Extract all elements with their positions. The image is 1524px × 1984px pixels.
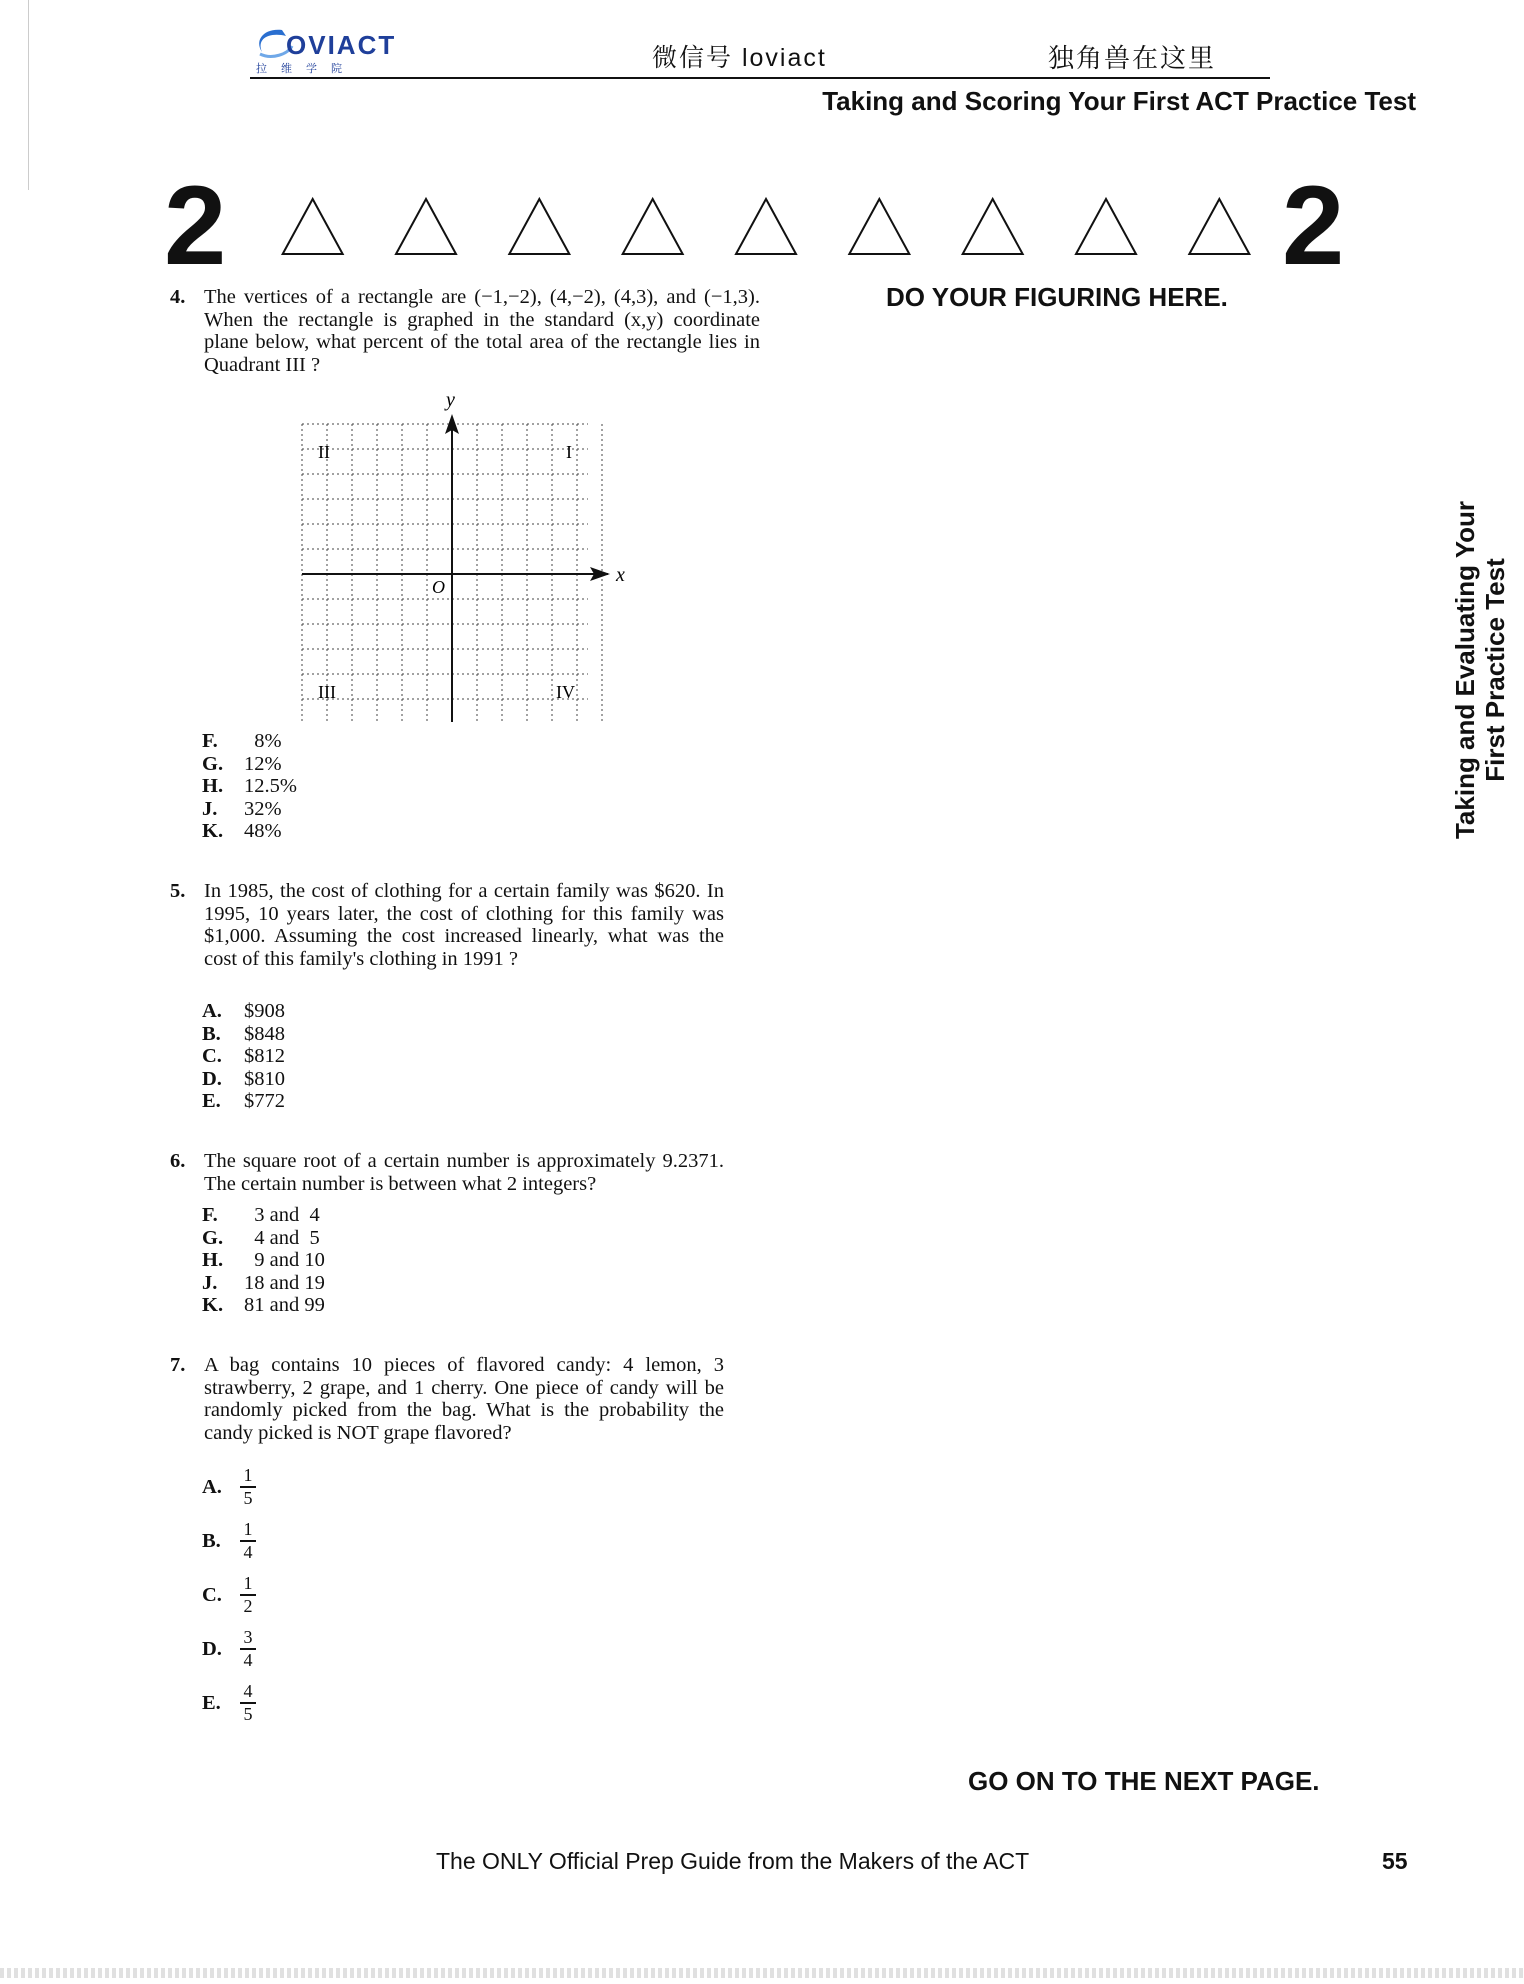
go-on-next-page: GO ON TO THE NEXT PAGE. <box>968 1766 1320 1796</box>
loviact-logo <box>252 24 422 75</box>
choice-text: 9 and 10 <box>244 1249 325 1271</box>
fraction <box>240 1628 256 1670</box>
answer-choice-k[interactable] <box>202 1294 325 1317</box>
question-text: A bag contains 10 pieces of flavored candy: 4 lemon, 3 strawberry, 2 grape, and 1 cherry. One piece of candy will be randomly picked from the bag. What is the probability the candy picked is NOT grape flavored? <box>204 1354 724 1444</box>
fraction-numerator: 1 <box>243 1465 253 1486</box>
x-axis-label: x <box>616 564 625 586</box>
fraction <box>240 1574 256 1616</box>
fraction-denominator: 5 <box>243 1487 253 1508</box>
section-number-left: 2 <box>164 163 227 288</box>
fraction-denominator: 5 <box>243 1703 253 1724</box>
fraction-denominator: 4 <box>243 1541 253 1562</box>
answer-choice-h[interactable] <box>202 775 297 798</box>
choice-text: 81 and 99 <box>244 1294 325 1316</box>
choice-letter: D. <box>202 1067 222 1090</box>
answer-choices-q4 <box>202 730 297 843</box>
section-triangle-icon <box>509 199 569 254</box>
quadrant-label-i: I <box>566 442 572 462</box>
answer-choice-g[interactable] <box>202 1227 325 1250</box>
question-7 <box>170 1354 730 1444</box>
answer-choice-j[interactable] <box>202 798 297 821</box>
question-text: In 1985, the cost of clothing for a certain family was $620. In 1995, 10 years later, the cost of clothing for this family was $1,000. Assuming the cost increased linearly, what was the cost of this family's clothing in 1991 ? <box>204 880 724 970</box>
quadrant-label-ii: II <box>318 442 330 462</box>
choice-text: $908 <box>244 1000 285 1022</box>
fraction <box>240 1466 256 1508</box>
answer-choices-q6 <box>202 1204 325 1317</box>
section-triangle-icon <box>396 199 456 254</box>
answer-choice-k[interactable] <box>202 820 297 843</box>
question-number: 7. <box>170 1354 186 1376</box>
choice-text: $810 <box>244 1067 285 1090</box>
answer-choice-a[interactable] <box>202 1460 256 1514</box>
logo-subtext: 拉维学院 <box>256 63 356 75</box>
choice-letter: A. <box>202 1000 222 1022</box>
coordinate-grid-figure <box>290 384 630 728</box>
side-tab-line-1: Taking and Evaluating Your <box>1450 500 1480 840</box>
answer-choice-c[interactable] <box>202 1568 256 1622</box>
fraction-numerator: 4 <box>243 1681 253 1702</box>
page-number: 55 <box>1382 1848 1408 1874</box>
answer-choice-b[interactable] <box>202 1514 256 1568</box>
answer-choice-g[interactable] <box>202 753 297 776</box>
choice-letter: J. <box>202 1271 218 1294</box>
quadrant-label-iv: IV <box>556 682 575 702</box>
choice-text: $848 <box>244 1022 285 1045</box>
scan-margin-line <box>28 0 29 190</box>
choice-letter: K. <box>202 1294 224 1316</box>
answer-choice-f[interactable] <box>202 730 297 753</box>
choice-letter: D. <box>202 1637 222 1660</box>
answer-choice-f[interactable] <box>202 1204 325 1227</box>
section-triangle-icon <box>283 199 343 254</box>
origin-label: O <box>432 577 445 597</box>
logo-text: OVIACT <box>286 30 397 60</box>
choice-letter: G. <box>202 752 224 775</box>
question-4 <box>170 286 760 376</box>
question-5 <box>170 880 730 970</box>
chapter-side-tab <box>1440 420 1520 920</box>
section-triangle-icon <box>963 199 1023 254</box>
choice-text: $772 <box>244 1090 285 1112</box>
side-tab-line-2: First Practice Test <box>1480 558 1510 782</box>
section-triangle-icon <box>849 199 909 254</box>
choice-letter: K. <box>202 820 224 842</box>
choice-text: 12% <box>244 752 282 775</box>
question-number: 5. <box>170 880 186 902</box>
figuring-label: DO YOUR FIGURING HERE. <box>886 282 1228 312</box>
answer-choice-d[interactable] <box>202 1622 256 1676</box>
choice-text: 3 and 4 <box>244 1204 320 1226</box>
answer-choice-b[interactable] <box>202 1023 285 1046</box>
scan-edge-strip <box>0 1968 1524 1978</box>
question-text: The square root of a certain number is approximately 9.2371. The certain number is between what 2 integers? <box>204 1150 724 1195</box>
quadrant-label-iii: III <box>318 682 336 702</box>
section-triangle-icon <box>1076 199 1136 254</box>
answer-choice-j[interactable] <box>202 1272 325 1295</box>
choice-letter: H. <box>202 1249 224 1271</box>
answer-choice-c[interactable] <box>202 1045 285 1068</box>
answer-choice-h[interactable] <box>202 1249 325 1272</box>
fraction-numerator: 1 <box>243 1519 253 1540</box>
choice-letter: C. <box>202 1045 222 1067</box>
choice-letter: F. <box>202 730 218 752</box>
fraction-denominator: 2 <box>243 1595 253 1616</box>
choice-letter: E. <box>202 1691 221 1714</box>
fraction-denominator: 4 <box>243 1649 253 1670</box>
choice-letter: J. <box>202 797 218 820</box>
choice-letter: B. <box>202 1529 221 1552</box>
section-triangle-icon <box>736 199 796 254</box>
running-title: Taking and Scoring Your First ACT Practice Test <box>822 86 1416 116</box>
fraction <box>240 1520 256 1562</box>
side-tab-label <box>1450 501 1510 839</box>
fraction-numerator: 3 <box>243 1627 253 1648</box>
wechat-id: 微信号 loviact <box>652 44 827 72</box>
question-number: 6. <box>170 1150 186 1172</box>
answer-choice-e[interactable] <box>202 1090 285 1113</box>
choice-text: 32% <box>244 797 282 820</box>
choice-letter: C. <box>202 1583 222 1606</box>
choice-letter: H. <box>202 775 224 797</box>
answer-choices-q5 <box>202 1000 285 1113</box>
header-slogan: 独角兽在这里 <box>1048 43 1217 73</box>
section-number-right: 2 <box>1282 163 1345 288</box>
fraction-numerator: 1 <box>243 1573 253 1594</box>
fraction <box>240 1682 256 1724</box>
choice-text: $812 <box>244 1045 285 1067</box>
y-axis-label: y <box>446 389 455 411</box>
section-triangle-icon <box>1189 199 1249 254</box>
answer-choices-q7 <box>202 1460 256 1730</box>
question-number: 4. <box>170 286 186 308</box>
choice-letter: A. <box>202 1475 222 1498</box>
choice-letter: E. <box>202 1090 221 1112</box>
choice-text: 48% <box>244 820 282 842</box>
choice-letter: G. <box>202 1226 224 1249</box>
choice-text: 8% <box>244 730 282 752</box>
header-rule <box>250 77 1270 79</box>
choice-text: 4 and 5 <box>244 1226 320 1249</box>
triangle-row <box>256 196 1276 258</box>
answer-choice-a[interactable] <box>202 1000 285 1023</box>
section-triangle-icon <box>623 199 683 254</box>
question-text: The vertices of a rectangle are (−1,−2), (4,−2), (4,3), and (−1,3). When the rectangle is graphed in the standard (x,y) coordinate plane below, what percent of the total area of the rectangle lies in Quadrant III ? <box>204 286 760 376</box>
answer-choice-d[interactable] <box>202 1068 285 1091</box>
footer-guide-text: The ONLY Official Prep Guide from the Makers of the ACT <box>436 1848 1030 1874</box>
choice-text: 18 and 19 <box>244 1271 325 1294</box>
question-6 <box>170 1150 730 1195</box>
choice-letter: B. <box>202 1022 221 1045</box>
choice-text: 12.5% <box>244 775 297 797</box>
answer-choice-e[interactable] <box>202 1676 256 1730</box>
choice-letter: F. <box>202 1204 218 1226</box>
